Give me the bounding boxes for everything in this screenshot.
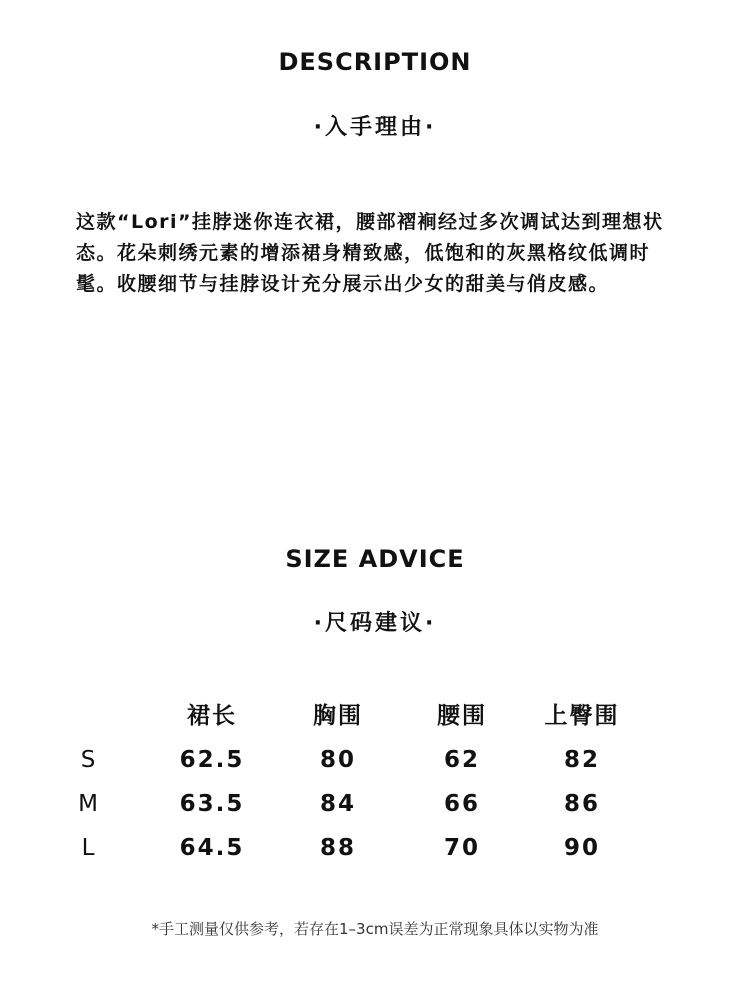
- description-title: DESCRIPTION: [278, 48, 472, 76]
- size-advice-subtitle: ·尺码建议·: [313, 611, 437, 636]
- description-body: 这款“Lori”挂脖迷你连衣裙，腰部褶裥经过多次调试达到理想状态。花朵刺绣元素的增添裙身精致感，低饱和的灰黑格纹低调时髦。收腰细节与挂脖设计充分展示出少女的甜美与俏皮感。: [76, 211, 664, 295]
- size-value-hip: 86: [563, 791, 600, 817]
- size-value-length: 64.5: [179, 835, 245, 861]
- size-value-waist: 62: [443, 747, 480, 773]
- size-value-bust: 84: [319, 791, 356, 817]
- size-label: S: [80, 747, 96, 773]
- size-label: L: [81, 835, 95, 861]
- size-value-hip: 90: [563, 835, 600, 861]
- measurement-footnote: *手工测量仅供参考，若存在1–3cm误差为正常现象具体以实物为准: [151, 920, 599, 938]
- size-value-bust: 88: [319, 835, 356, 861]
- size-label: M: [78, 791, 98, 817]
- size-advice-title: SIZE ADVICE: [285, 545, 465, 573]
- size-value-length: 62.5: [179, 747, 245, 773]
- size-value-waist: 66: [443, 791, 480, 817]
- column-header-bust: 胸围: [313, 703, 363, 729]
- size-row-l: [0, 830, 750, 874]
- size-value-bust: 80: [319, 747, 356, 773]
- size-row-s: [0, 742, 750, 786]
- size-row-m: [0, 786, 750, 830]
- column-header-length: 裙长: [187, 703, 237, 729]
- column-header-hip: 上臀围: [544, 703, 620, 729]
- size-value-length: 63.5: [179, 791, 245, 817]
- size-value-hip: 82: [563, 747, 600, 773]
- description-subtitle: ·入手理由·: [313, 115, 437, 140]
- size-table: [0, 698, 750, 874]
- column-header-waist: 腰围: [437, 703, 487, 729]
- size-table-header: [0, 698, 750, 742]
- size-value-waist: 70: [443, 835, 480, 861]
